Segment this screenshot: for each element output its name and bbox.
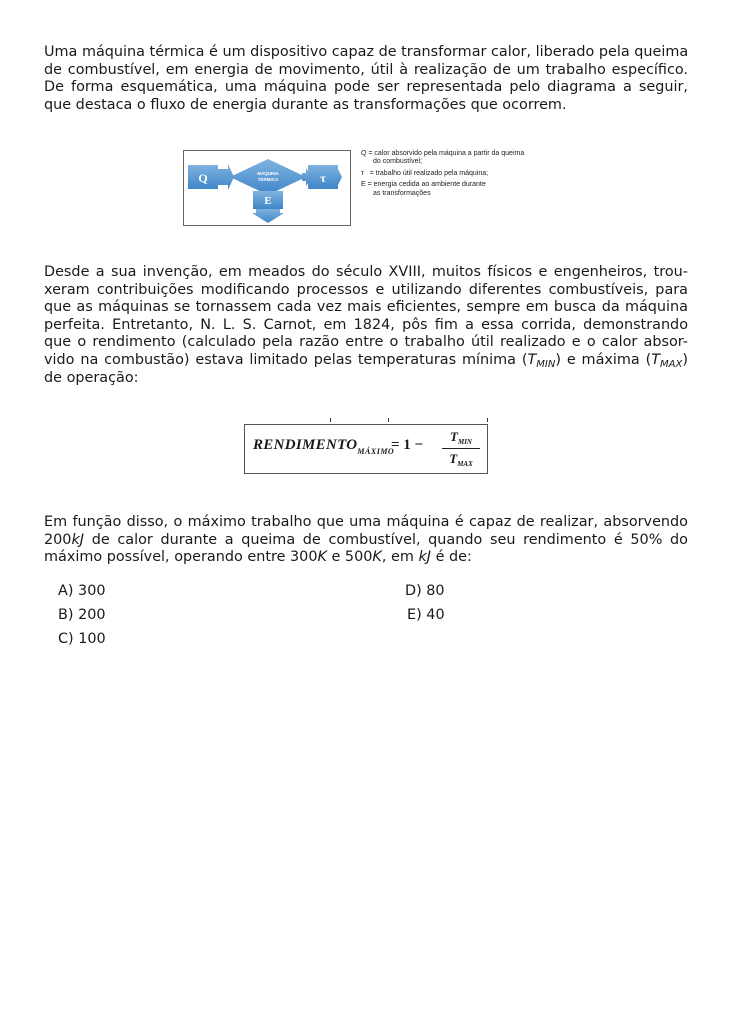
history-line: xeram contribuições modificando processos e utilizando diferentes combustíveis, para <box>44 281 688 298</box>
formula-equals: = 1 − <box>391 437 424 453</box>
q-label: Q <box>198 171 208 185</box>
formula-fraction <box>442 429 480 468</box>
tau-arrowhead <box>338 169 342 185</box>
legend-e: E = energia cedida ao ambiente durante as transformações <box>361 181 486 197</box>
option-d[interactable]: D) 80 <box>405 583 445 599</box>
legend-tau: τ = trabalho útil realizado pela máquina; <box>361 169 489 177</box>
history-line: perfeita. Entretanto, N. L. S. Carnot, em 1824, pôs fim a essa corrida, demonstrando <box>44 316 688 333</box>
efficiency-formula <box>244 424 488 474</box>
option-c[interactable]: C) 100 <box>58 631 106 647</box>
history-line: de operação: <box>44 369 139 386</box>
e-label: E <box>264 195 272 207</box>
formula-numerator: $T_{MIN}$ <box>450 429 472 446</box>
option-b[interactable]: B) 200 <box>58 607 106 623</box>
scan-tick <box>487 418 488 422</box>
history-paragraph <box>44 264 688 387</box>
scan-tick <box>330 418 331 422</box>
history-line: vido na combustão) estava limitado pelas temperaturas mínima $(T_{MIN})$ e máxima $(T_{MAX})$ <box>44 351 688 370</box>
question-line: máximo possível, operando entre 300K e 500K, em kJ é de: <box>44 549 472 566</box>
intro-line: de combustível, em energia de movimento, útil à realização de um trabalho específico. <box>44 61 688 78</box>
machine-label-2: TÉRMICA <box>257 177 279 182</box>
fraction-bar <box>442 448 480 449</box>
history-line: Desde a sua invenção, em meados do século XVIII, muitos físicos e engenheiros, trou- <box>44 264 688 280</box>
question-line: Em função disso, o máximo trabalho que uma máquina é capaz de realizar, absorvendo <box>44 514 688 530</box>
machine-label-1: MÁQUINA <box>257 171 279 176</box>
history-line: que o rendimento (calculado pela razão entre o trabalho útil realizado e o calor absor- <box>44 334 688 351</box>
diagram-legend <box>361 150 561 201</box>
intro-paragraph <box>44 44 688 114</box>
scan-tick <box>388 418 389 422</box>
tau-label: τ <box>320 171 326 185</box>
intro-line: De forma esquemática, uma máquina pode ser representada pelo diagrama a seguir, <box>44 79 688 96</box>
option-a[interactable]: A) 300 <box>58 583 106 599</box>
formula-lhs: $RENDIMENTO_{MÁXIMO}$ <box>253 437 395 456</box>
option-e[interactable]: E) 40 <box>407 607 445 623</box>
question-paragraph <box>44 514 688 567</box>
e-arrow <box>252 209 284 223</box>
history-line: que as máquinas se tornassem cada vez mais eficientes, sempre em busca da máquina <box>44 299 688 316</box>
intro-line: Uma máquina térmica é um dispositivo capaz de transformar calor, liberado pela queima <box>44 44 689 60</box>
intro-line: que destaca o fluxo de energia durante as transformações que ocorrem. <box>44 96 567 113</box>
energy-flow-svg <box>184 151 350 225</box>
question-line: 200kJ de calor durante a queima de combustível, quando seu rendimento é 50% do <box>44 531 688 548</box>
legend-q: Q = calor absorvido pela máquina a partir da queima do combustível; <box>361 150 525 166</box>
energy-flow-diagram <box>183 150 351 226</box>
formula-denominator: $T_{MAX}$ <box>449 451 473 468</box>
